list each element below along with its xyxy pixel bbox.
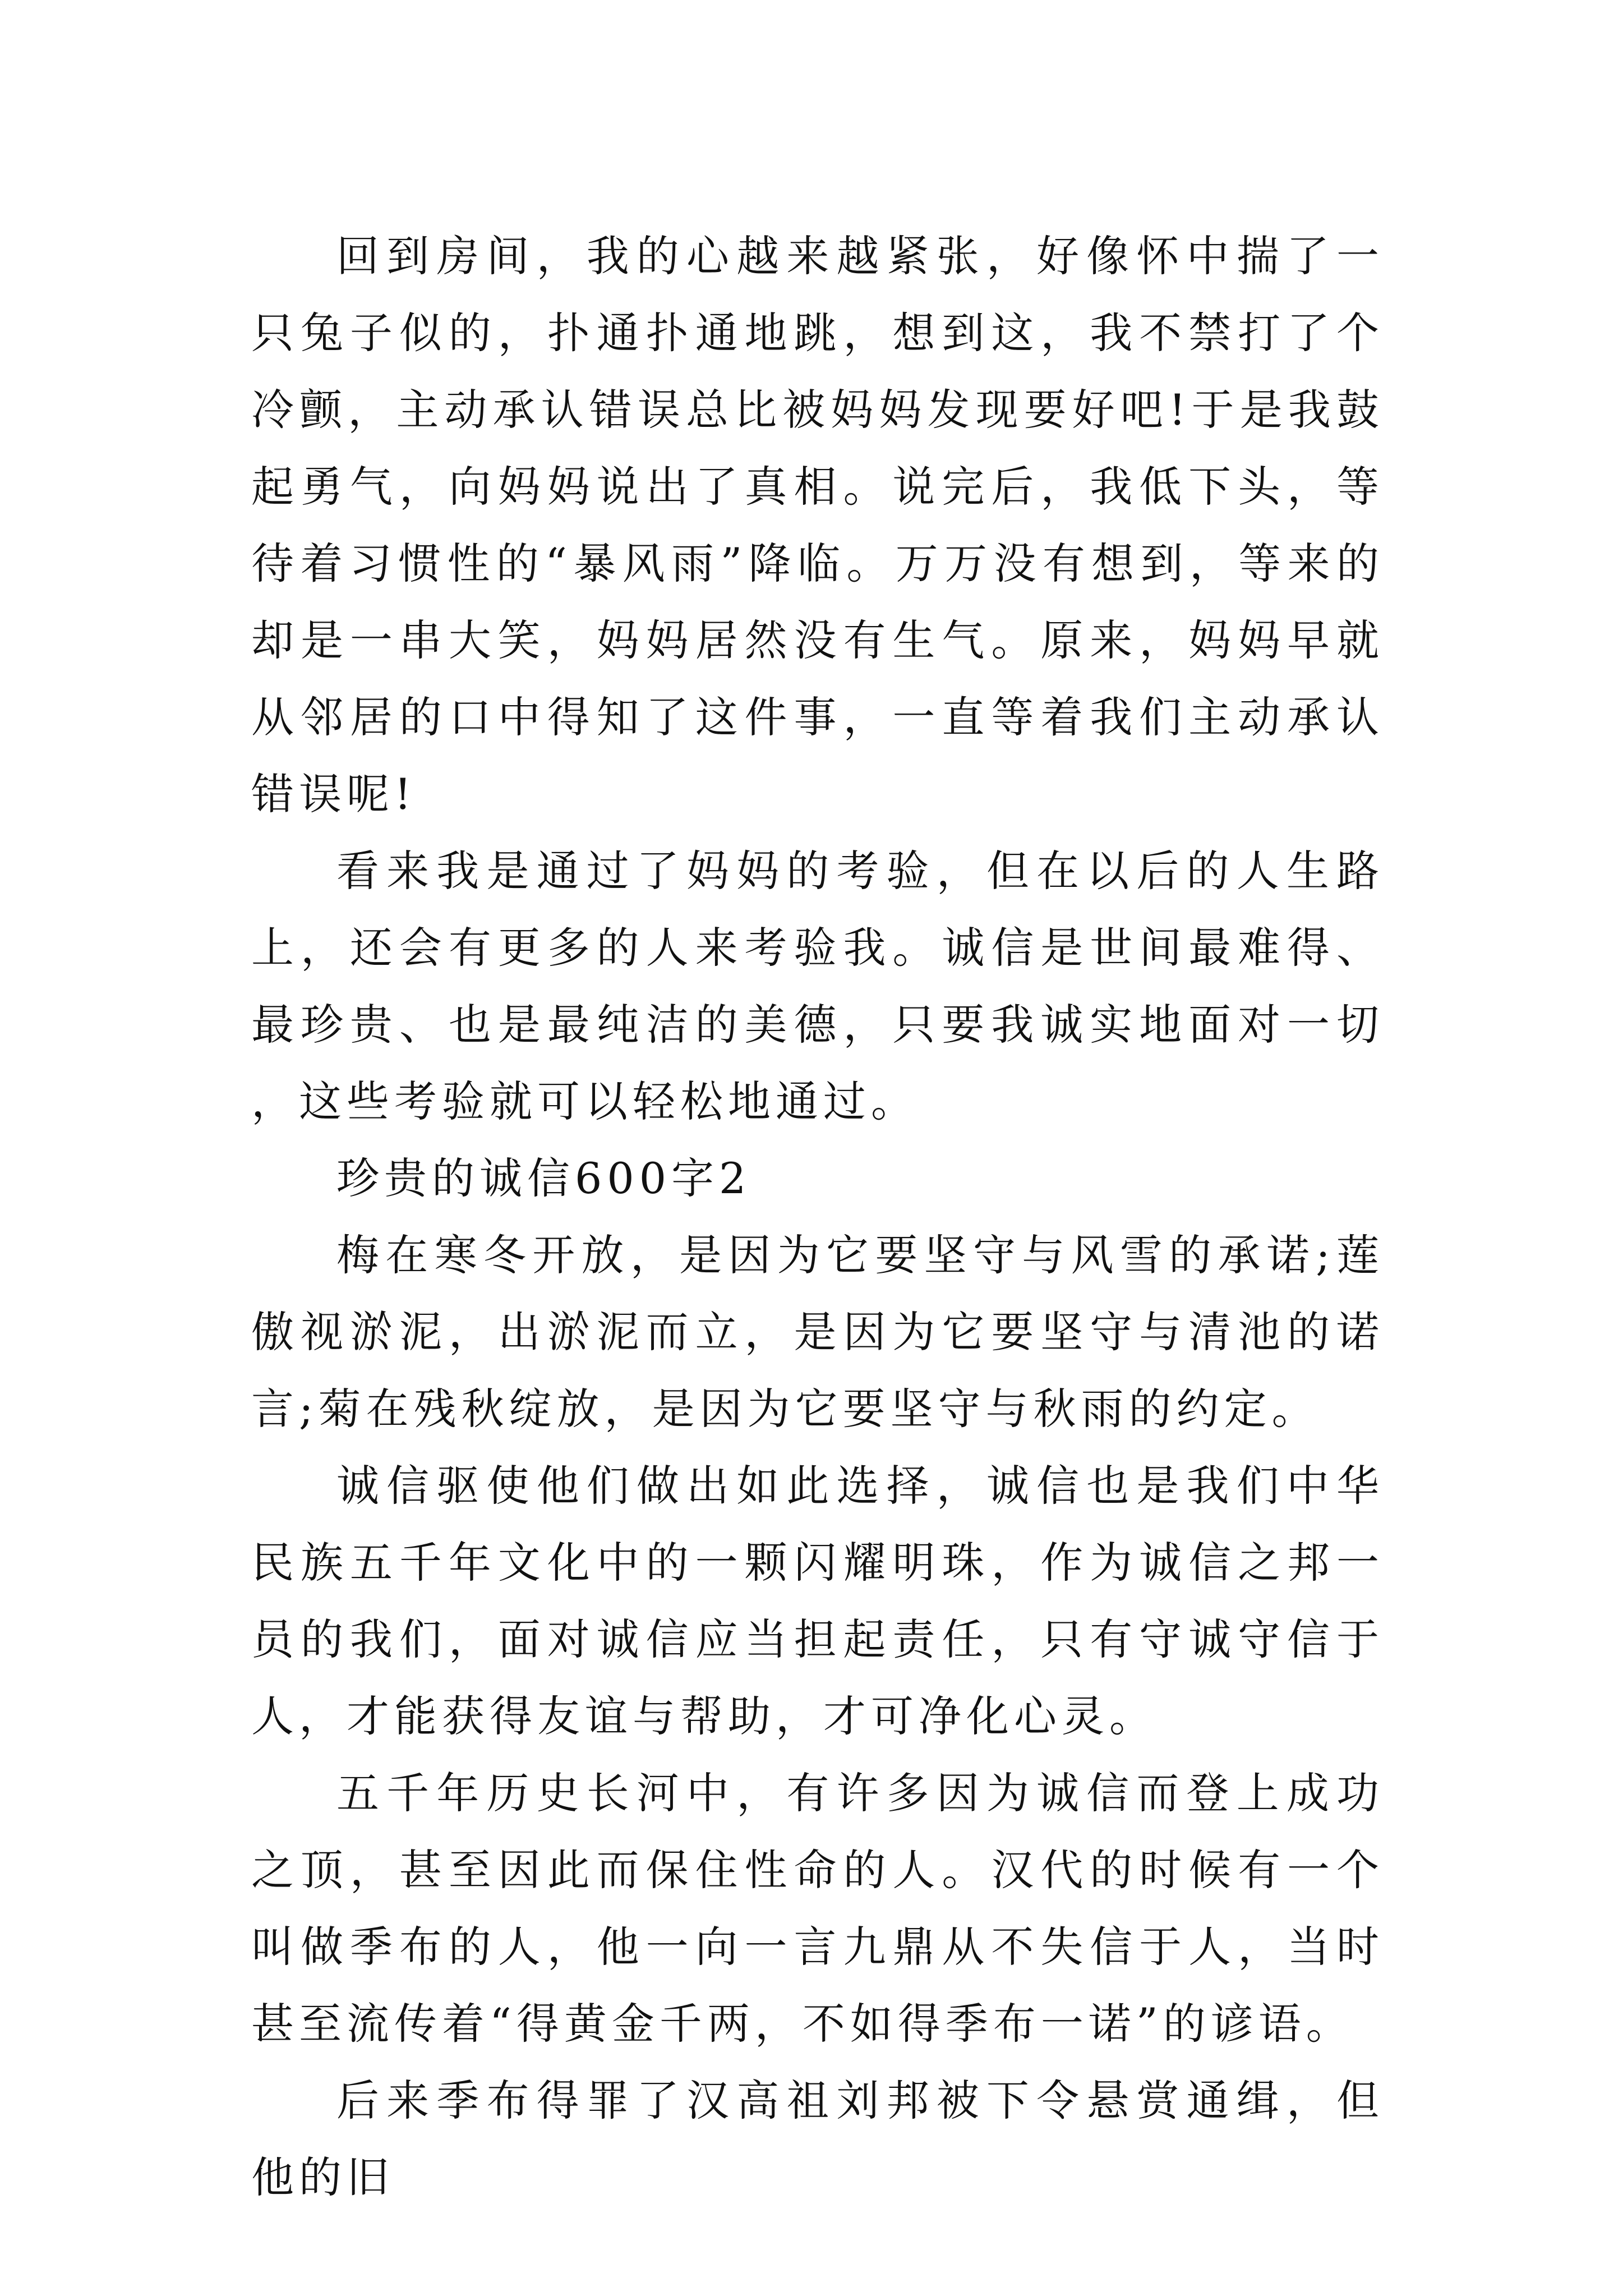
paragraph-3: 梅在寒冬开放，是因为它要坚守与风雪的承诺;莲傲视淤泥，出淤泥而立，是因为它要坚守与清池的诺言;菊在残秋绽放，是因为它要坚守与秋雨的约定。 — [251, 1230, 1384, 1434]
paragraph-6: 后来季布得罪了汉高祖刘邦被下令悬赏通缉，但他的旧 — [251, 2076, 1384, 2202]
document-body — [251, 218, 1384, 2216]
section-heading: 珍贵的诚信600字2 — [336, 1153, 751, 1203]
paragraph-2: 看来我是通过了妈妈的考验，但在以后的人生路上，还会有更多的人来考验我。诚信是世间最难得、最珍贵、也是最纯洁的美德，只要我诚实地面对一切，这些考验就可以轻松地通过。 — [251, 846, 1384, 1126]
paragraph-4: 诚信驱使他们做出如此选择，诚信也是我们中华民族五千年文化中的一颗闪耀明珠，作为诚信之邦一员的我们，面对诚信应当担起责任，只有守诚守信于人，才能获得友谊与帮助，才可净化心灵。 — [251, 1461, 1384, 1741]
paragraph-5: 五千年历史长河中，有许多因为诚信而登上成功之顶，甚至因此而保住性命的人。汉代的时候有一个叫做季布的人，他一向一言九鼎从不失信于人，当时甚至流传着“得黄金千两，不如得季布一诺”的谚语。 — [251, 1768, 1384, 2049]
paragraph-1: 回到房间，我的心越来越紧张，好像怀中揣了一只兔子似的，扑通扑通地跳，想到这，我不禁打了个冷颤，主动承认错误总比被妈妈发现要好吧!于是我鼓起勇气，向妈妈说出了真相。说完后，我低下头，等待着习惯性的“暴风雨”降临。万万没有想到，等来的却是一串大笑，妈妈居然没有生气。原来，妈妈早就从邻居的口中得知了这件事，一直等着我们主动承认错误呢! — [251, 231, 1384, 819]
